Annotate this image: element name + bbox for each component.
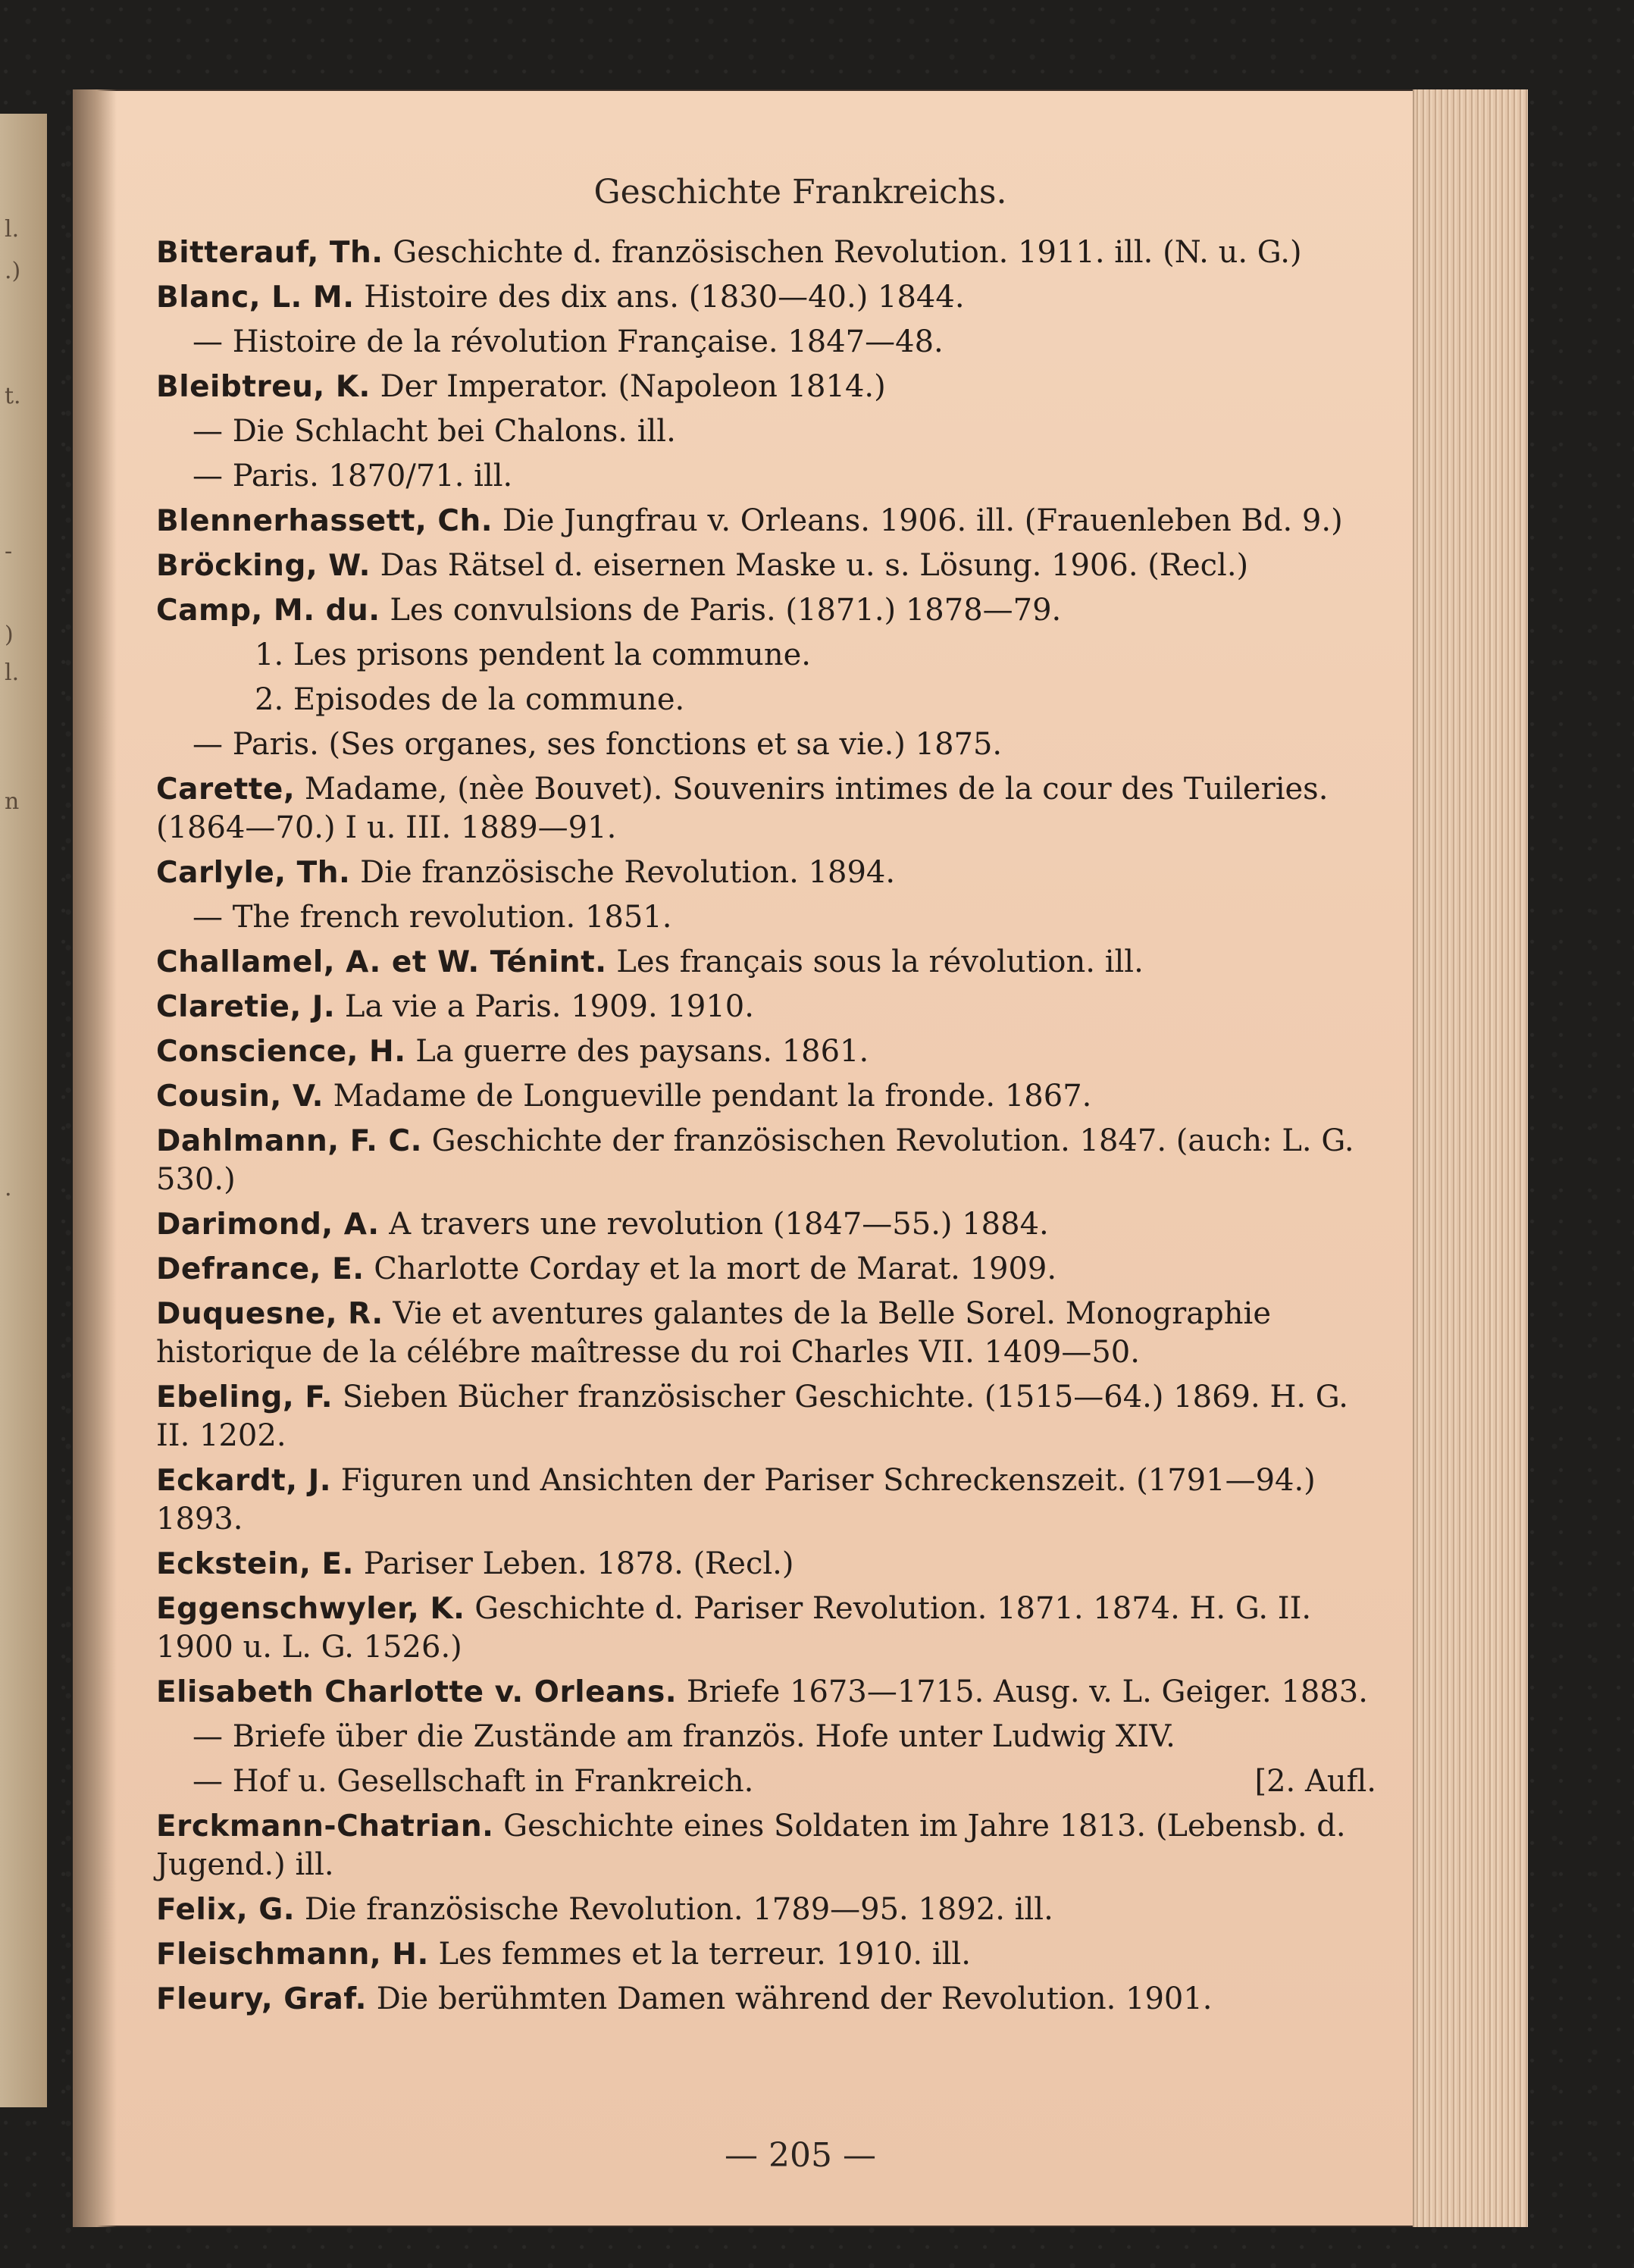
page-gutter [73, 89, 117, 2227]
author-name: Fleischmann, H. [156, 1938, 429, 1972]
bibliography-subentry [156, 898, 1376, 937]
bibliography-entry [156, 1250, 1376, 1289]
edition-note: [2. Aufl. [1254, 1764, 1376, 1799]
left-page-edge [0, 114, 47, 2107]
left-page-mark: l. [5, 659, 20, 686]
author-name: Eckardt, J. [156, 1464, 332, 1498]
entry-text: — The french revolution. 1851. [193, 900, 672, 935]
entry-text: — Histoire de la révolution Française. 1847—48. [193, 324, 944, 359]
author-name: Fleury, Graf. [156, 1982, 367, 2016]
bibliography-entry [156, 1807, 1376, 1884]
bibliography-entry [156, 591, 1376, 630]
entry-text: Der Imperator. (Napoleon 1814.) [380, 369, 886, 404]
bibliography-entry [156, 547, 1376, 585]
book-page [73, 89, 1528, 2227]
bibliography-entry [156, 1122, 1376, 1199]
entry-text: Briefe 1673—1715. Ausg. v. L. Geiger. 1883. [686, 1674, 1368, 1709]
author-name: Carette, [156, 772, 296, 807]
entry-text: Madame, (nèe Bouvet). Souvenirs intimes de la cour des Tuileries. (1864—70.) I u. III. 1889—91. [156, 772, 1329, 845]
bibliography-subentry [156, 725, 1376, 764]
bibliography-entry [156, 1980, 1376, 2019]
entry-text: Geschichte d. französischen Revolution. 1911. ill. (N. u. G.) [393, 235, 1302, 270]
entry-text: — Hof u. Gesellschaft in Frankreich. [193, 1764, 754, 1799]
bibliography-entry [156, 1378, 1376, 1455]
bibliography-entry [156, 770, 1376, 847]
bibliography-entry [156, 1032, 1376, 1071]
entry-text: Les français sous la révolution. ill. [616, 944, 1144, 979]
author-name: Defrance, E. [156, 1252, 365, 1286]
left-page-mark: l. [5, 216, 20, 243]
entry-text: — Paris. (Ses organes, ses fonctions et sa vie.) 1875. [193, 727, 1003, 762]
author-name: Ebeling, F. [156, 1380, 333, 1414]
running-header: Geschichte Frankreichs. [593, 173, 1007, 211]
left-page-mark: n [5, 788, 20, 815]
author-name: Darimond, A. [156, 1208, 380, 1242]
bibliography-subentry [156, 1762, 1376, 1801]
bibliography-entry [156, 1205, 1376, 1244]
bibliography-entry [156, 1891, 1376, 1929]
entry-text: Les convulsions de Paris. (1871.) 1878—79. [390, 593, 1062, 628]
author-name: Bitterauf, Th. [156, 236, 383, 270]
bibliography-subentry [156, 1718, 1376, 1756]
author-name: Conscience, H. [156, 1035, 406, 1069]
author-name: Eggenschwyler, K. [156, 1592, 465, 1626]
bibliography-entry [156, 502, 1376, 540]
bibliography-entry [156, 1461, 1376, 1539]
bibliography-entry [156, 1673, 1376, 1712]
left-page-mark: . [5, 1175, 12, 1201]
bibliography-entry [156, 368, 1376, 406]
page-fore-edge [1413, 89, 1528, 2227]
bibliography-entry [156, 1590, 1376, 1667]
left-page-mark: .) [5, 258, 21, 284]
left-page-mark: ) [5, 622, 14, 648]
author-name: Cousin, V. [156, 1079, 324, 1114]
entry-text: Les femmes et la terreur. 1910. ill. [438, 1937, 971, 1972]
bibliography-subentry [156, 681, 1376, 719]
author-name: Felix, G. [156, 1893, 296, 1927]
entry-text: Pariser Leben. 1878. (Recl.) [363, 1546, 794, 1581]
author-name: Dahlmann, F. C. [156, 1124, 422, 1158]
entry-text: 2. Episodes de la commune. [255, 682, 685, 717]
bibliography-entry [156, 233, 1376, 272]
left-page-mark: t. [5, 383, 21, 409]
entry-text: Die berühmten Damen während der Revolution. 1901. [376, 1981, 1213, 2016]
author-name: Eckstein, E. [156, 1547, 354, 1581]
bibliography-entry [156, 278, 1376, 317]
author-name: Blennerhassett, Ch. [156, 504, 493, 538]
entry-text: La guerre des paysans. 1861. [415, 1034, 869, 1069]
bibliography-entry [156, 1077, 1376, 1116]
page-number: — 205 — [725, 2136, 876, 2175]
entry-text: Geschichte eines Soldaten im Jahre 1813. (Lebensb. d. Jugend.) ill. [156, 1809, 1346, 1882]
author-name: Carlyle, Th. [156, 856, 351, 890]
entry-text: Das Rätsel d. eisernen Maske u. s. Lösung. 1906. (Recl.) [380, 548, 1249, 583]
bibliography-subentry [156, 412, 1376, 451]
bibliography-entry [156, 943, 1376, 982]
author-name: Elisabeth Charlotte v. Orleans. [156, 1675, 678, 1709]
left-page-mark: - [5, 538, 13, 565]
entry-text: Figuren und Ansichten der Pariser Schreckenszeit. (1791—94.) 1893. [156, 1463, 1316, 1537]
entry-text: Madame de Longueville pendant la fronde. 1867. [333, 1079, 1092, 1114]
author-name: Blanc, L. M. [156, 280, 355, 315]
bibliography-entry [156, 1935, 1376, 1974]
author-name: Challamel, A. et W. Ténint. [156, 945, 607, 979]
bibliography-list [156, 233, 1376, 2025]
author-name: Camp, M. du. [156, 594, 380, 628]
bibliography-entry [156, 1545, 1376, 1584]
bibliography-subentry [156, 457, 1376, 496]
entry-text: Charlotte Corday et la mort de Marat. 1909. [374, 1251, 1057, 1286]
entry-text: — Die Schlacht bei Chalons. ill. [193, 414, 676, 449]
entry-text: Die französische Revolution. 1894. [360, 855, 896, 890]
bibliography-subentry [156, 636, 1376, 675]
author-name: Bröcking, W. [156, 549, 371, 583]
author-name: Duquesne, R. [156, 1297, 383, 1331]
entry-text: A travers une revolution (1847—55.) 1884. [389, 1207, 1049, 1242]
author-name: Claretie, J. [156, 990, 336, 1024]
entry-text: Die Jungfrau v. Orleans. 1906. ill. (Frauenleben Bd. 9.) [502, 503, 1343, 538]
bibliography-entry [156, 854, 1376, 892]
entry-text: Histoire des dix ans. (1830—40.) 1844. [364, 280, 965, 315]
bibliography-entry [156, 988, 1376, 1026]
bibliography-subentry [156, 323, 1376, 362]
author-name: Erckmann-Chatrian. [156, 1809, 494, 1844]
entry-text: Sieben Bücher französischer Geschichte. (1515—64.) 1869. H. G. II. 1202. [156, 1380, 1348, 1453]
author-name: Bleibtreu, K. [156, 370, 371, 404]
entry-text: La vie a Paris. 1909. 1910. [344, 989, 754, 1024]
entry-text: Geschichte der französischen Revolution. 1847. (auch: L. G. 530.) [156, 1123, 1354, 1197]
entry-text: 1. Les prisons pendent la commune. [255, 637, 811, 672]
entry-text: — Briefe über die Zustände am französ. Hofe unter Ludwig XIV. [193, 1719, 1175, 1754]
entry-text: Die französische Revolution. 1789—95. 1892. ill. [304, 1892, 1053, 1927]
bibliography-entry [156, 1295, 1376, 1372]
entry-text: Vie et aventures galantes de la Belle Sorel. Monographie historique de la célébre maîtresse du roi Charles VII. 1409—50. [156, 1296, 1271, 1370]
entry-text: Geschichte d. Pariser Revolution. 1871. 1874. H. G. II. 1900 u. L. G. 1526.) [156, 1591, 1312, 1665]
entry-text: — Paris. 1870/71. ill. [193, 459, 513, 493]
